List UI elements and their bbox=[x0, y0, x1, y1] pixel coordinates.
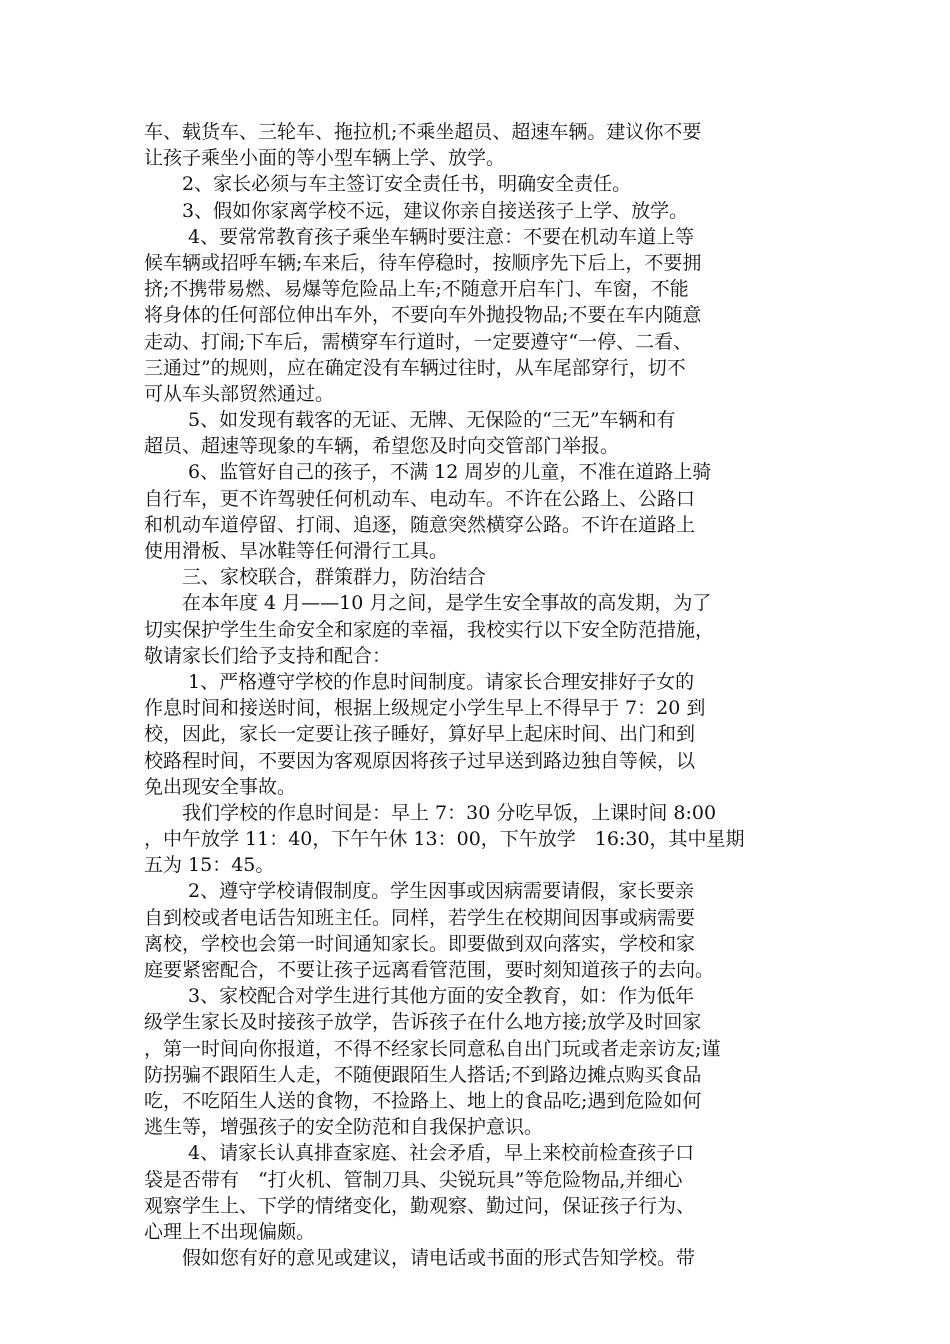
text-line: 自到校或者电话告知班主任。同样，若学生在校期间因事或病需要 bbox=[144, 906, 696, 929]
text-line: 可从车头部贸然通过。 bbox=[144, 382, 335, 405]
text-line: 五为 15：45。 bbox=[144, 854, 275, 877]
text-line: 假如您有好的意见或建议，请电话或书面的形式告知学校。带 bbox=[144, 1247, 696, 1270]
text-line: 心理上不出现偏颇。 bbox=[144, 1220, 316, 1243]
text-line: 车、载货车、三轮车、拖拉机;不乘坐超员、超速车辆。建议你不要 bbox=[144, 121, 702, 143]
text-line: 3、家校配合对学生进行其他方面的安全教育，如：作为低年 bbox=[144, 985, 695, 1008]
text-line: 6、监管好自己的孩子，不满 12 周岁的儿童，不准在道路上骑 bbox=[144, 461, 712, 484]
text-line: 敬请家长们给予支持和配合： bbox=[144, 644, 392, 667]
text-line: 袋是否带有 “打火机、管制刀具、尖锐玩具”等危险物品,并细心 bbox=[144, 1168, 683, 1191]
text-line: 观察学生上、下学的情绪变化，勤观察、勤过问，保证孩子行为、 bbox=[144, 1194, 696, 1217]
text-line: 挤;不携带易燃、易爆等危险品上车;不随意开启车门、车窗，不能 bbox=[144, 278, 689, 301]
text-line: 三通过”的规则，应在确定没有车辆过往时，从车尾部穿行，切不 bbox=[144, 356, 686, 379]
text-line: 超员、超速等现象的车辆，希望您及时向交管部门举报。 bbox=[144, 435, 620, 458]
document-body bbox=[144, 119, 816, 1271]
text-line: 使用滑板、旱冰鞋等任何滑行工具。 bbox=[144, 540, 449, 562]
text-line: 级学生家长及时接孩子放学，告诉孩子在什么地方接;放学及时回家 bbox=[144, 1011, 702, 1034]
text-line: 4、请家长认真排查家庭、社会矛盾，早上来校前检查孩子口 bbox=[144, 1142, 695, 1165]
text-line: 1、严格遵守学校的作息时间制度。请家长合理安排好子女的 bbox=[144, 670, 695, 693]
text-line: 3、假如你家离学校不远，建议你亲自接送孩子上学、放学。 bbox=[144, 199, 689, 222]
text-line: 作息时间和接送时间，根据上级规定小学生早上不得早于 7：20 到 bbox=[144, 697, 706, 720]
text-line: 校路程时间，不要因为客观原因将孩子过早送到路边独自等候，以 bbox=[144, 749, 696, 772]
text-line: 将身体的任何部位伸出车外，不要向车外抛投物品;不要在车内随意 bbox=[144, 304, 702, 327]
text-line: 离校，学校也会第一时间通知家长。即要做到双向落实，学校和家 bbox=[144, 932, 696, 955]
text-line: 免出现安全事故。 bbox=[144, 775, 297, 798]
text-line: 三、家校联合，群策群力，防治结合 bbox=[144, 566, 487, 589]
text-line: 候车辆或招呼车辆;车来后，待车停稳时，按顺序先下后上，不要拥 bbox=[144, 251, 702, 274]
text-line: 5、如发现有载客的无证、无牌、无保险的“三无”车辆和有 bbox=[144, 409, 676, 432]
text-line: 自行车，更不许驾驶任何机动车、电动车。不许在公路上、公路口 bbox=[144, 487, 696, 510]
text-line: 2、遵守学校请假制度。学生因事或因病需要请假，家长要亲 bbox=[144, 880, 695, 903]
text-line: 庭要紧密配合，不要让孩子远离看管范围，要时刻知道孩子的去向。 bbox=[144, 959, 715, 981]
text-line: 吃，不吃陌生人送的食物，不捡路上、地上的食品吃;遇到危险如何 bbox=[144, 1089, 702, 1112]
text-line: 我们学校的作息时间是：早上 7：30 分吃早饭，上课时间 8:00 bbox=[144, 801, 717, 824]
text-line: ，中午放学 11：40，下午午休 13：00，下午放学 16:30，其中星期 bbox=[144, 828, 745, 851]
text-line: 2、家长必须与车主签订安全责任书，明确安全责任。 bbox=[144, 173, 632, 196]
text-line: 校，因此，家长一定要让孩子睡好，算好早上起床时间、出门和到 bbox=[144, 723, 696, 746]
text-line: 防拐骗不跟陌生人走，不随便跟陌生人搭话;不到路边摊点购买食品 bbox=[144, 1063, 702, 1086]
text-line: 切实保护学生生命安全和家庭的幸福，我校实行以下安全防范措施， bbox=[144, 618, 715, 641]
text-line: 4、要常常教育孩子乘坐车辆时要注意：不要在机动车道上等 bbox=[144, 225, 695, 248]
text-line: 走动、打闹;下车后，需横穿车行道时，一定要遵守“一停、二看、 bbox=[144, 330, 693, 353]
text-line: 让孩子乘坐小面的等小型车辆上学、放学。 bbox=[144, 147, 506, 170]
text-line: 逃生等，增强孩子的安全防范和自我保护意识。 bbox=[144, 1116, 544, 1139]
text-line: ，第一时间向你报道，不得不经家长同意私自出门玩或者走亲访友;谨 bbox=[144, 1037, 721, 1060]
text-line: 和机动车道停留、打闹、追逐，随意突然横穿公路。不许在道路上 bbox=[144, 513, 696, 536]
text-line: 在本年度 4 月——10 月之间，是学生安全事故的高发期，为了 bbox=[144, 592, 712, 615]
